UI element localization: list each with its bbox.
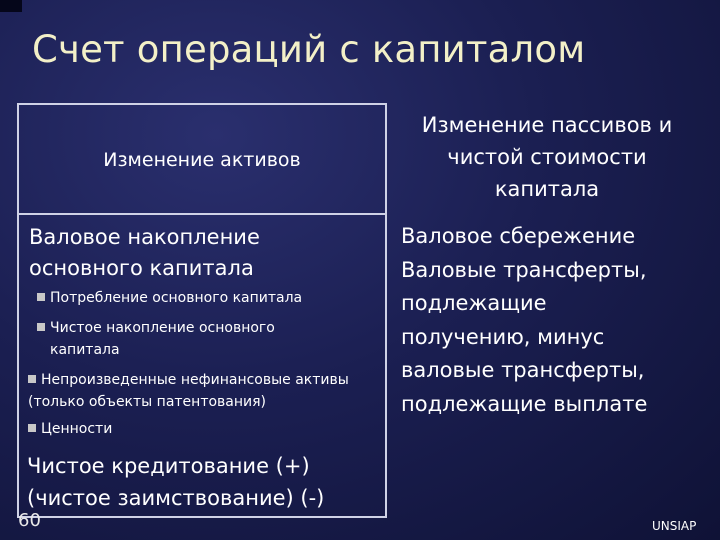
net-lending-line-2: (чистое заимствование) (-) [27, 486, 325, 510]
capital-transfers-receivable-1: Валовые трансферты, [401, 257, 647, 282]
capital-transfers-receivable-3: получению, минус [401, 324, 605, 349]
capital-transfers-payable-2: подлежащие выплате [401, 391, 648, 416]
liabilities-header: Изменение пассивов и чистой стоимости капитала [421, 113, 673, 201]
square-bullet-icon [28, 424, 36, 432]
bullet-net-capital-formation: Чистое накопление основного [37, 318, 275, 338]
capital-transfers-receivable-2: подлежащие [401, 291, 547, 315]
slide-number: 60 [18, 510, 41, 531]
footer-org: UNSIAP [652, 519, 697, 533]
square-bullet-icon [37, 293, 45, 301]
assets-header: Изменение активов [103, 149, 301, 171]
capital-account-table [17, 103, 707, 518]
gross-saving: Валовое сбережение [401, 224, 636, 248]
gross-capital-formation-line-2: основного капитала [29, 256, 254, 280]
net-lending-line-1: Чистое кредитование (+) [27, 454, 310, 478]
slide-title: Счет операций с капиталом [32, 28, 586, 71]
gross-capital-formation-line-1: Валовое накопление [29, 225, 260, 249]
bullet-consumption-fixed-capital: Потребление основного капитала [37, 288, 302, 308]
assets-body-cell [17, 215, 387, 518]
assets-header-cell [17, 103, 387, 215]
square-bullet-icon [28, 375, 36, 383]
bullet-nonproduced-assets-cont: (только объекты патентования) [28, 394, 267, 410]
corner-mark [0, 0, 22, 12]
bullet-net-capital-formation-cont: капитала [50, 342, 120, 358]
bullet-nonproduced-assets: Непроизведенные нефинансовые активы [28, 370, 349, 390]
liabilities-column [387, 103, 707, 518]
liabilities-body [401, 220, 707, 421]
bullet-valuables: Ценности [28, 419, 112, 439]
square-bullet-icon [37, 323, 45, 331]
capital-transfers-payable-1: валовые трансферты, [401, 358, 645, 382]
